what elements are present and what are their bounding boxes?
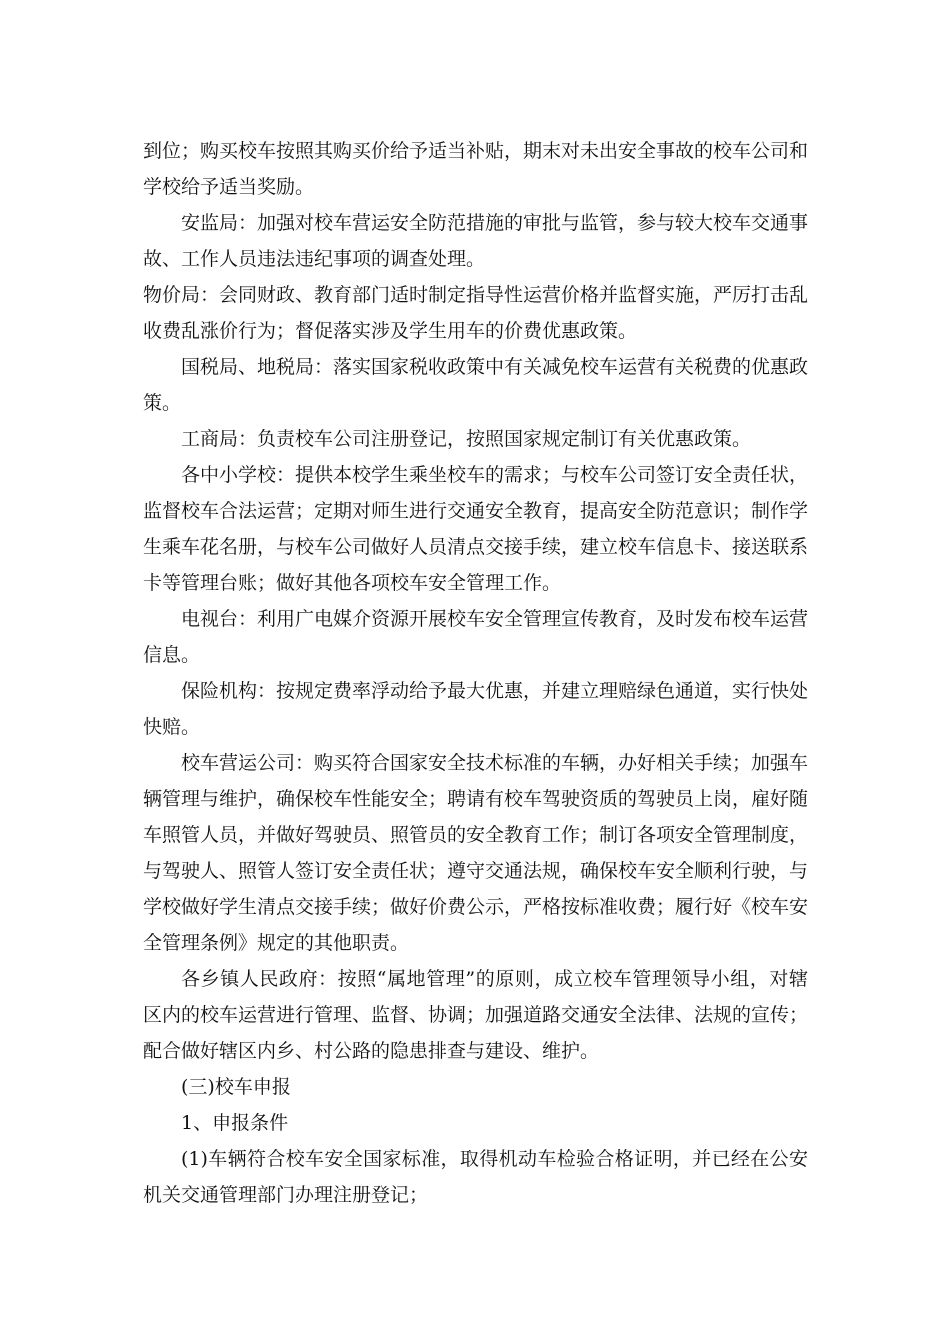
subsection-heading-conditions: 1、申报条件: [181, 1112, 289, 1134]
document-body: [143, 133, 808, 1213]
paragraph-schools: 各中小学校：提供本校学生乘坐校车的需求；与校车公司签订安全责任状，监督校车合法运营；定期对师生进行交通安全教育，提高安全防范意识；制作学生乘车花名册，与校车公司做好人员清点交接手续，建立校车信息卡、接送联系卡等管理台账；做好其他各项校车安全管理工作。: [143, 464, 809, 594]
paragraph-township-government: 各乡镇人民政府：按照“属地管理”的原则，成立校车管理领导小组，对辖区内的校车运营进行管理、监督、协调；加强道路交通安全法律、法规的宣传；配合做好辖区内乡、村公路的隐患排查与建设、维护。: [143, 968, 809, 1062]
section-heading-bus-application: (三)校车申报: [181, 1076, 291, 1098]
paragraph-tax-bureau: 国税局、地税局：落实国家税收政策中有关减免校车运营有关税费的优惠政策。: [143, 356, 809, 414]
paragraph-bus-company: 校车营运公司：购买符合国家安全技术标准的车辆，办好相关手续；加强车辆管理与维护，确保校车性能安全；聘请有校车驾驶资质的驾驶员上岗，雇好随车照管人员，并做好驾驶员、照管员的安全教育工作；制订各项安全管理制度，与驾驶人、照管人签订安全责任状；遵守交通法规，确保校车安全顺利行驶，与学校做好学生清点交接手续；做好价费公示，严格按标准收费；履行好《校车安全管理条例》规定的其他职责。: [143, 752, 809, 954]
paragraph-commerce-bureau: 工商局：负责校车公司注册登记，按照国家规定制订有关优惠政策。: [181, 428, 752, 450]
paragraph-subsidy-continuation: 到位；购买校车按照其购买价给予适当补贴，期末对未出安全事故的校车公司和学校给予适当奖励。: [143, 140, 809, 198]
list-item-condition-1: (1)车辆符合校车安全国家标准，取得机动车检验合格证明，并已经在公安机关交通管理部门办理注册登记；: [143, 1148, 808, 1206]
paragraph-tv-station: 电视台：利用广电媒介资源开展校车安全管理宣传教育，及时发布校车运营信息。: [143, 608, 809, 666]
paragraph-safety-bureau: 安监局：加强对校车营运安全防范措施的审批与监管，参与较大校车交通事故、工作人员违法违纪事项的调查处理。: [143, 212, 809, 270]
paragraph-price-bureau: 物价局：会同财政、教育部门适时制定指导性运营价格并监督实施，严厉打击乱收费乱涨价行为；督促落实涉及学生用车的价费优惠政策。: [143, 284, 809, 342]
paragraph-insurance: 保险机构：按规定费率浮动给予最大优惠，并建立理赔绿色通道，实行快处快赔。: [143, 680, 809, 738]
